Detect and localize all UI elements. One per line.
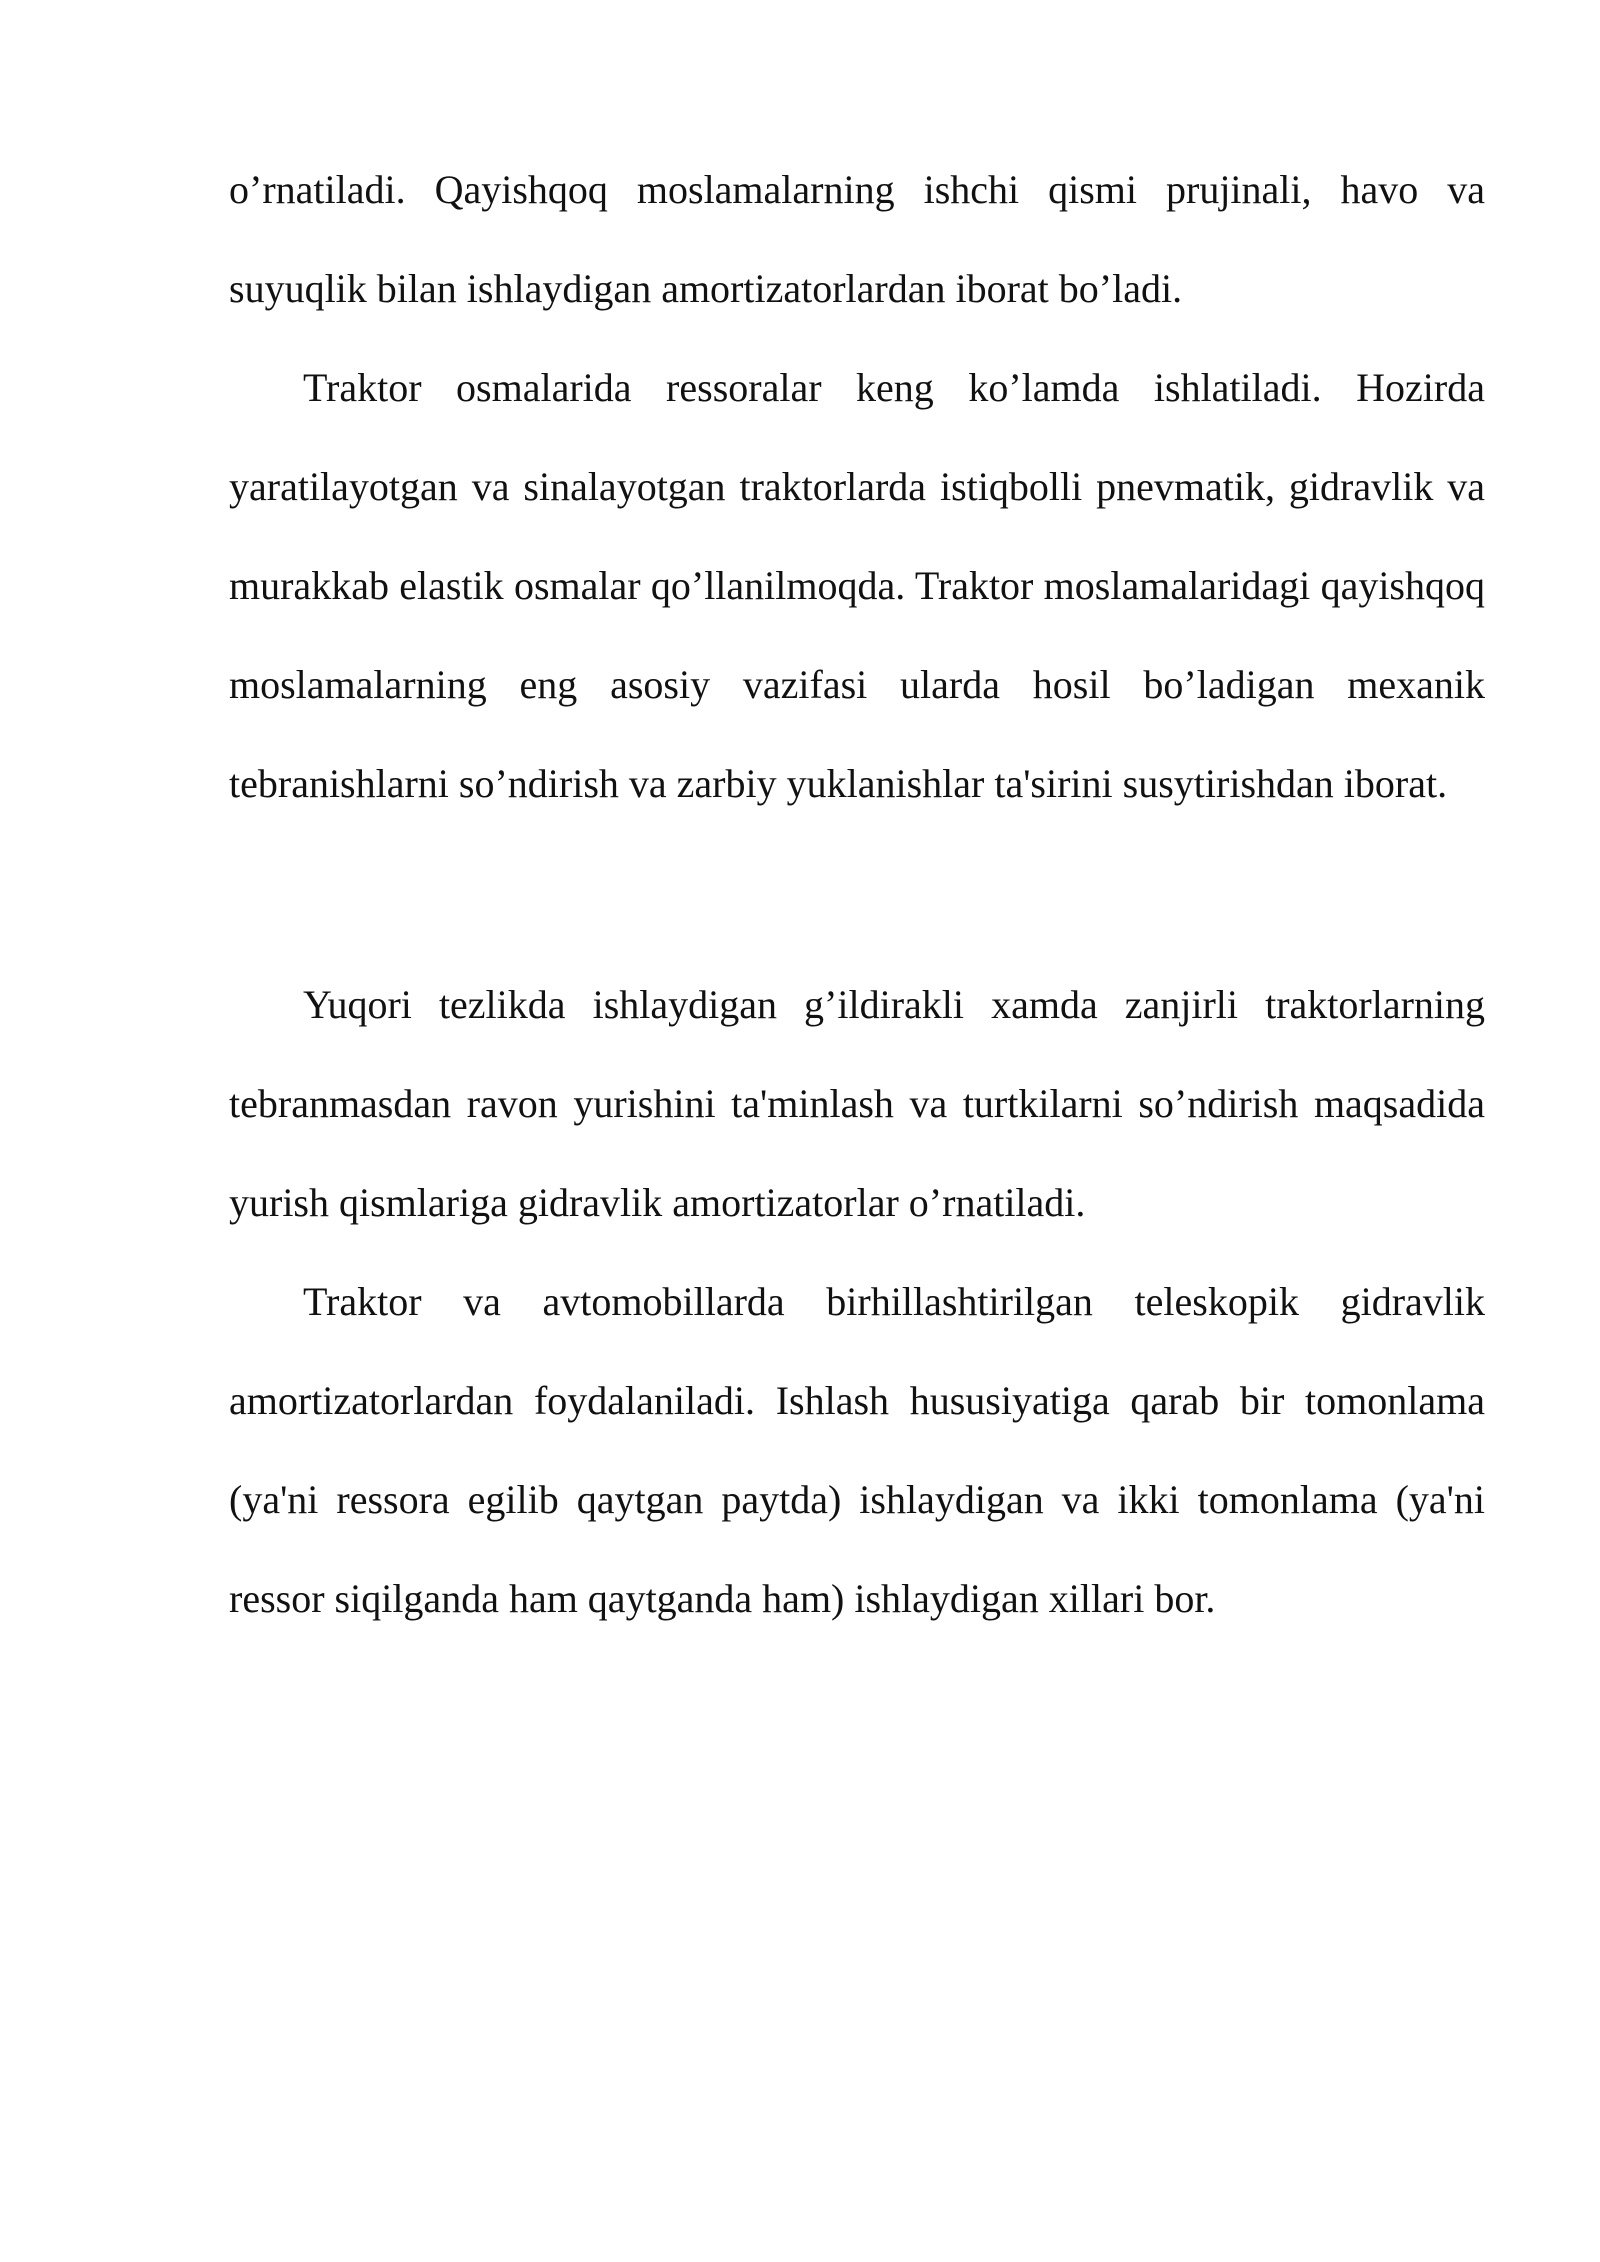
paragraph-continuation: o’rnatiladi. Qayishqoq moslamalarning ishchi qismi prujinali, havo va suyuqlik bilan ishlaydigan amortizatorlardan iborat bo’ladi. xyxy=(229,167,1485,311)
paragraph-amortizatorlar: Traktor va avtomobillarda birhillashtirilgan teleskopik gidravlik amortizatorlardan foydalaniladi. Ishlash hususiyatiga qarab bir tomonlama (ya'ni ressora egilib qaytgan paytda) ishlaydigan va ikki tomonlama (ya'ni ressor siqilganda ham qaytganda ham) ishlaydigan xillari bor. xyxy=(229,1279,1485,1621)
document-body xyxy=(229,140,1485,1648)
paragraph-yuqori-tezlik: Yuqori tezlikda ishlaydigan g’ildirakli xamda zanjirli traktorlarning tebranmasdan ravon yurishini ta'minlash va turtkilarni so’ndirish maqsadida yurish qismlariga gidravlik amortizatorlar o’rnatiladi. xyxy=(229,982,1485,1225)
paragraph-traktor-osmalari: Traktor osmalarida ressoralar keng ko’lamda ishlatiladi. Hozirda yaratilayotgan va sinalayotgan traktorlarda istiqbolli pnevmatik, gidravlik va murakkab elastik osmalar qo’llanilmoqda. Traktor moslamalaridagi qayishqoq moslamalarning eng asosiy vazifasi ularda hosil bo’ladigan mexanik tebranishlarni so’ndirish va zarbiy yuklanishlar ta'sirini susytirishdan iborat. xyxy=(229,365,1485,806)
